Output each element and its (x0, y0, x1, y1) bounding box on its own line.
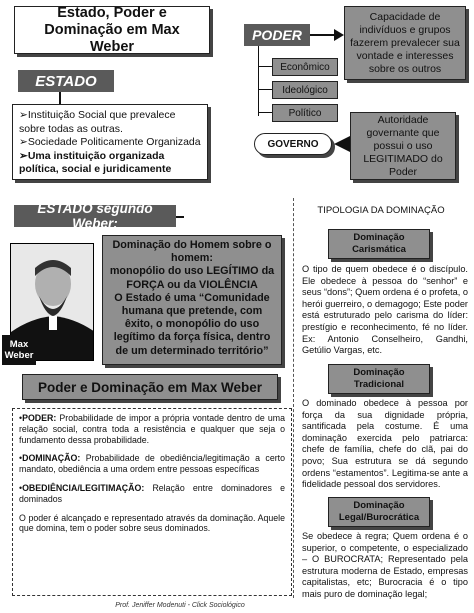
tradicional-title-box (328, 364, 430, 394)
weber-banner-line (176, 216, 184, 218)
estado-label: ESTADO (35, 72, 97, 90)
estado-item-1: ➢Instituição Social que prevalece sobre todas as outras. (19, 109, 176, 135)
tradicional-title: Dominação Tradicional (353, 367, 405, 390)
carismatica-text: O tipo de quem obedece é o discípulo. Ele obedece à pessoa do “senhor” e seus “dons”; Quem ordena é o profeta, o herói guerreiro, o demagogo; Este poder está estruturado pelo carisma do líder: prestígio e reconhecimento, fé no líder. Ex: Antonio Conselheiro, Gandhi, Getúlio Vargas, etc. (302, 264, 468, 356)
poder-type-politico (272, 104, 338, 122)
pd-obediencia-text: Relação entre dominadores e dominados (19, 482, 285, 504)
estado-item-3: ➢Uma instituição organizada política, social e juridicamente (19, 149, 172, 175)
footer (80, 600, 280, 611)
estado-item-2-text: Sociedade Politicamente Organizada (27, 136, 201, 148)
weber-caption-box (2, 335, 36, 365)
pd-dominacao-text: Probabilidade de obediência/legitimação a certo mandato, obediência a uma ordem entre pessoas específicas (19, 453, 285, 475)
tradicional-text-box (302, 398, 468, 492)
weber-label: ESTADO segundo Weber: (37, 201, 153, 231)
footer-text: Prof. Jeniffer Modenuti - Click Sociológico (115, 602, 245, 609)
pd-poder-text: Probabilidade de impor a própria vontade dentro de uma relação social, contra toda a resistência e qualquer que seja o fundamento dessa probabilidade. (19, 413, 285, 445)
pd-dominacao-label: DOMINAÇÃO: (22, 453, 81, 464)
main-title (14, 6, 210, 54)
poder-type-ideologico (272, 81, 338, 99)
weber-text-3: O Estado é uma “Comunidade humana que pretende, com êxito, o monopólio do uso legítimo da força física, dentro de um determinado território” (113, 291, 271, 357)
poder-definition-box (344, 6, 466, 80)
pd-dominacao: •DOMINAÇÃO: Probabilidade de obediência/legitimação a certo mandato, obediência a uma ordem entre pessoas específicas (19, 453, 285, 475)
pd-title: Poder e Dominação em Max Weber (37, 379, 263, 395)
weber-banner (14, 201, 176, 231)
legal-text-box (302, 531, 468, 603)
pd-poder-label: PODER: (22, 413, 57, 423)
poder-branch-2 (258, 89, 272, 90)
carismatica-title: Dominação Carismática (352, 232, 406, 255)
weber-text-2: monopólio do uso LEGÍTIMO da FORÇA ou da VIOLÊNCIA (109, 265, 275, 291)
poder-vertical-line (258, 46, 259, 116)
poder-type-ideologico-label: Ideológico (282, 84, 328, 96)
poder-banner (244, 24, 310, 46)
tradicional-text: O dominado obedece à pessoa por força da sua dignidade própria, santificada pela costume. É uma dominação exercida pelo patriarca: chefe de família, chefe do clã, pai do povo; Sua estrutura se dá segundo ordens “estamentos”. Legitima-se ante a fidelidade pessoal dos servidores. (302, 398, 468, 490)
pd-title-box (22, 374, 278, 400)
estado-item-3-text: Uma instituição organizada política, social e juridicamente (19, 149, 172, 175)
estado-banner (18, 70, 114, 92)
pd-obediencia: •OBEDIÊNCIA/LEGITIMAÇÃO: Relação entre dominadores e dominados (19, 482, 285, 504)
estado-connector (50, 92, 70, 104)
pd-content-box (12, 408, 292, 596)
carismatica-title-box (328, 229, 430, 259)
pd-obediencia-label: OBEDIÊNCIA/LEGITIMAÇÃO: (22, 482, 145, 493)
governo-arrow (334, 136, 350, 152)
poder-branch-1 (258, 66, 272, 67)
governo-label: GOVERNO (267, 138, 319, 150)
weber-text-1: Dominação do Homem sobre o homem: (112, 239, 272, 265)
tipologia-title-box (316, 201, 446, 219)
legal-text: Se obedece à regra; Quem ordena é o superior, o competente, o especializado – O BUROCRATA; Representado pela estrutura moderna de Estado, empresas capitalistas, etc; Burocracia é o tipo mais puro de dominação legal; (302, 531, 468, 599)
poder-branch-3 (258, 112, 272, 113)
estado-item-1-text: Instituição Social que prevalece sobre todas as outras. (19, 109, 176, 135)
poder-label: PODER (252, 27, 302, 43)
pd-closing: O poder é alcançado e representado através da dominação. Aquele que domina, tem o poder sobre seus dominados. (19, 512, 285, 534)
legal-title: Dominação Legal/Burocrática (338, 500, 420, 523)
weber-caption: Max Weber (4, 339, 34, 361)
poder-arrow-head (334, 29, 344, 41)
poder-type-politico-label: Político (288, 107, 322, 119)
carismatica-text-box (302, 264, 468, 358)
poder-definition: Capacidade de indivíduos e grupos fazerem prevalecer sua vontade e interesses sobre os outros (350, 10, 460, 75)
estado-box (12, 104, 208, 180)
main-title-text: Estado, Poder e Dominação em Max Weber (44, 4, 180, 55)
weber-text-box (102, 235, 282, 365)
poder-type-economico (272, 58, 338, 76)
governo-definition: Autoridade governante que possui o uso LEGITIMADO do Poder (363, 113, 443, 178)
poder-type-economico-label: Econômico (280, 61, 330, 73)
column-separator (293, 198, 294, 598)
governo-definition-box (350, 112, 456, 180)
governo-box (254, 133, 332, 155)
legal-title-box (328, 497, 430, 527)
estado-item-2: ➢Sociedade Politicamente Organizada (19, 136, 201, 148)
tipologia-title: TIPOLOGIA DA DOMINAÇÃO (317, 204, 445, 216)
pd-poder: •PODER: Probabilidade de impor a própria vontade dentro de uma relação social, contra toda a resistência e qualquer que seja o fundamento dessa probabilidade. (19, 413, 285, 445)
